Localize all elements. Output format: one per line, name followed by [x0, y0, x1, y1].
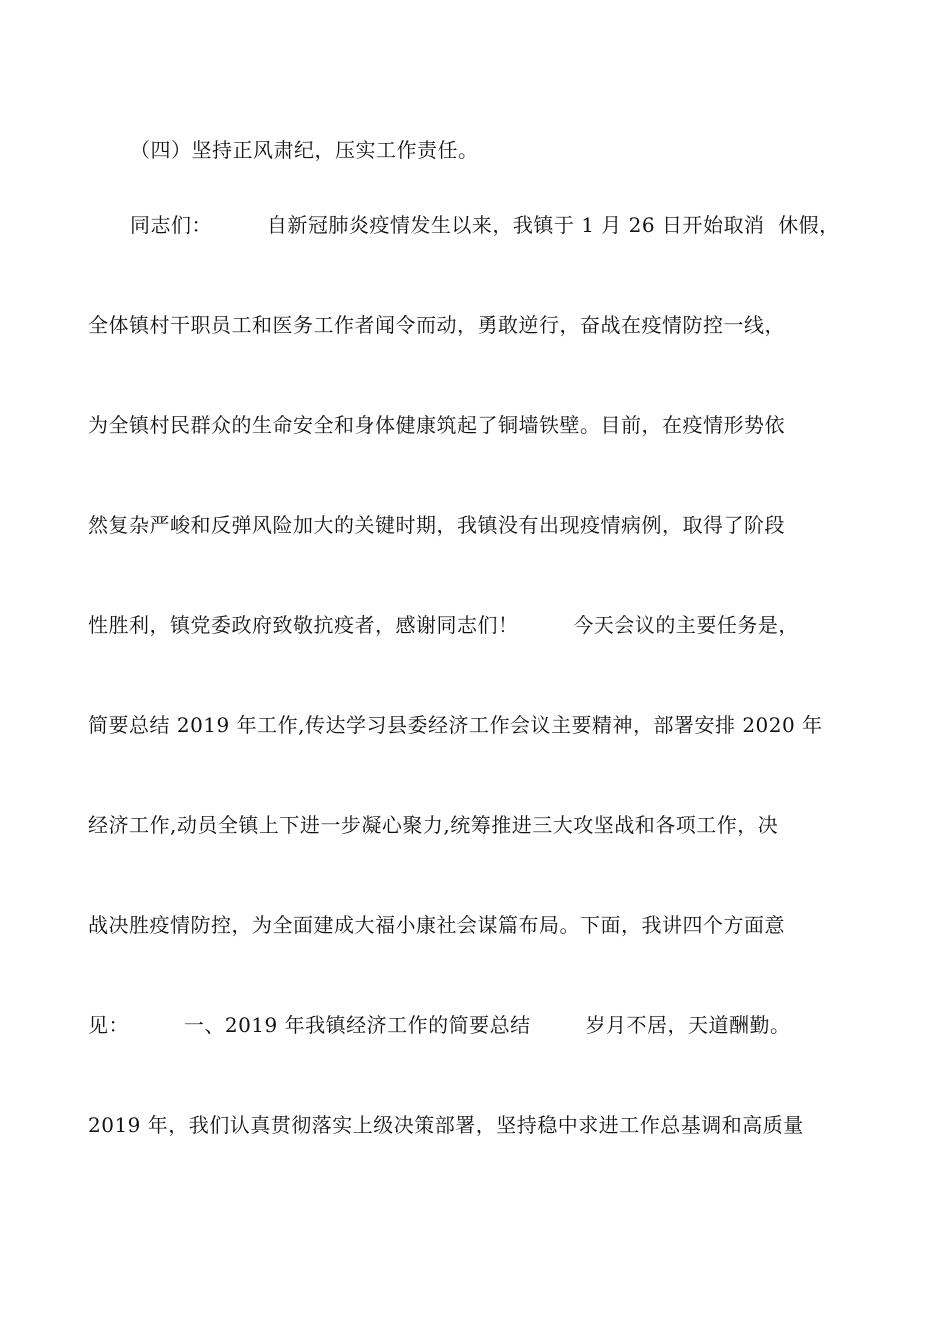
paragraph-line: 2019 年，我们认真贯彻落实上级决策部署，坚持稳中求进工作总基调和高质量 [88, 1113, 804, 1137]
paragraph-line: 同志们： 自新冠肺炎疫情发生以来，我镇于 1 月 26 日开始取消 休假， [130, 213, 840, 237]
paragraph-line: 经济工作,动员全镇上下进一步凝心聚力,统筹推进三大攻坚战和各项工作，决 [88, 813, 779, 837]
paragraph-line: 见： 一、2019 年我镇经济工作的简要总结 岁月不居，天道酬勤。 [88, 1013, 791, 1037]
paragraph-line: 全体镇村干职员工和医务工作者闻令而动，勇敢逆行，奋战在疫情防控一线， [88, 313, 785, 337]
section-heading: （四）坚持正风肃纪，压实工作责任。 [130, 138, 479, 162]
paragraph-line: 性胜利，镇党委政府致敬抗疫者，感谢同志们！ 今天会议的主要任务是， [88, 613, 799, 637]
paragraph-line: 然复杂严峻和反弹风险加大的关键时期，我镇没有出现疫情病例，取得了阶段 [88, 513, 785, 537]
paragraph-line: 简要总结 2019 年工作,传达学习县委经济工作会议主要精神，部署安排 2020 年 [88, 713, 823, 737]
paragraph-line: 战决胜疫情防控，为全面建成大福小康社会谋篇布局。下面，我讲四个方面意 [88, 913, 785, 937]
paragraph-line: 为全镇村民群众的生命安全和身体健康筑起了铜墙铁壁。目前，在疫情形势依 [88, 413, 785, 437]
